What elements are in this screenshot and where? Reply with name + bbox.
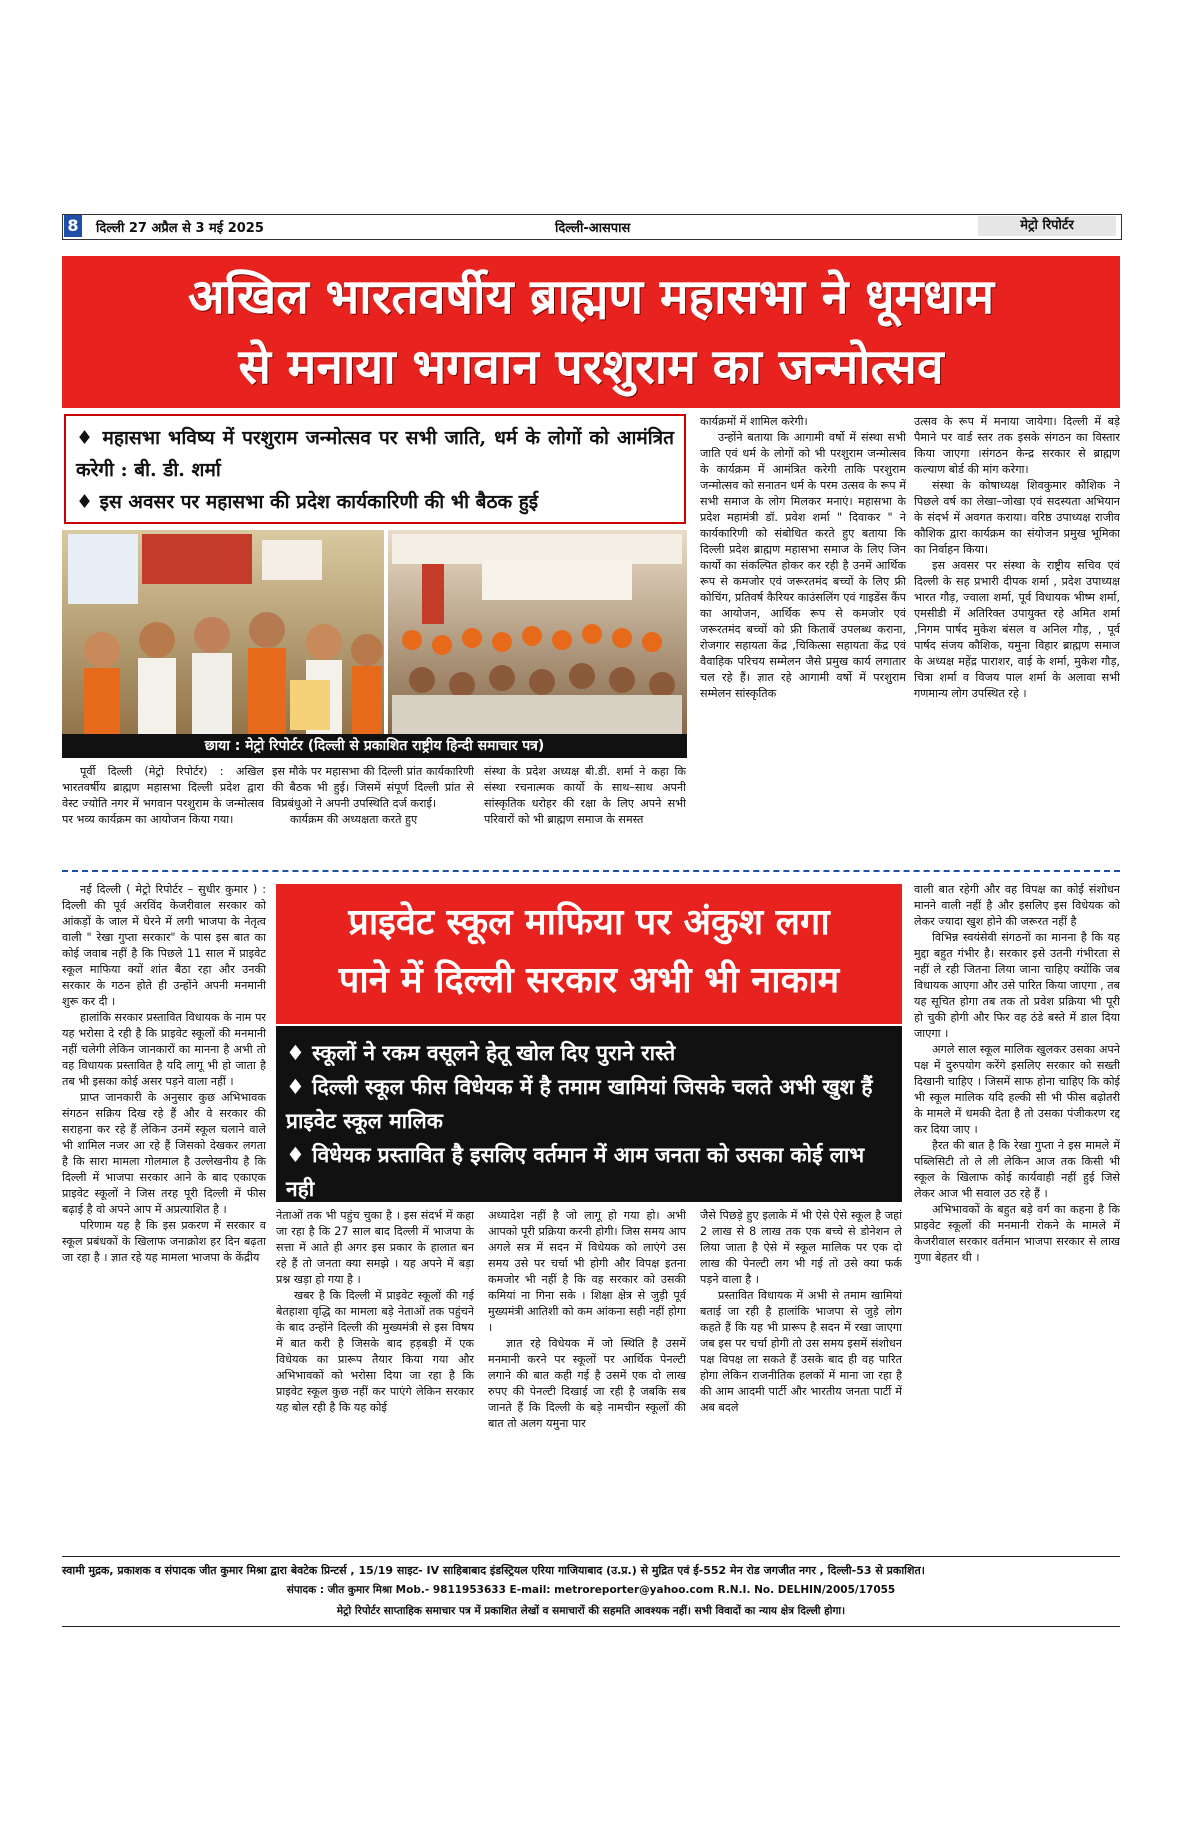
event-photo-image [62, 530, 687, 758]
story1-paragraph: संस्था के प्रदेश अध्यक्ष बी.डी. शर्मा ने कहा कि संस्था रचनात्मक कार्यो के साथ–साथ अपनी सांस्कृतिक धरोहर की रक्षा के लिए अपने सभी परिवारों को भी ब्राह्मण समाज के समस्त [484, 765, 686, 826]
story1-subheadings [64, 414, 686, 524]
story1-paragraph: उन्होंने बताया कि आगामी वर्षो में संस्था सभी जाति एवं धर्म के लोगों को भी परशुराम जन्मोत्सव के कार्यक्रम में आमंत्रित करेगी ताकि परशुराम जन्मोत्सव को सनातन धर्म के परम उत्सव के रूप में सभी समाज के लोग मिलकर मनाएं। महासभा के प्रदेश महामंत्री डॉ. प्रवेश शर्मा " दिवाकर " ने कार्यकारिणी को संबोधित करते हुए बताया कि दिल्ली प्रदेश ब्राह्मण महासभा समाज के लिए जिन कार्यो का संकल्पित होकर कर रही है उनमें आर्थिक रूप से कमजोर एवं जरूरतमंद बच्चों के लिए फ्री कोचिंग, प्रतिवर्ष कैरियर काउंसलिंग एवं गाइडेंस कैंप का आयोजन, आर्थिक रूप से कमजोर एवं जरूरतमंद बच्चों को फ्री किताबें उपलब्ध कराना, रोजगार सहायता केंद्र ,चिकित्सा सहायता केंद्र एवं वैवाहिक परिचय सम्मेलन जैसे प्रमुख कार्य लगातार चल रहे हैं। ज्ञात रहे आगामी वर्षो में परशुराम सम्मेलन सांस्कृतिक [700, 431, 906, 700]
story2-column-2 [276, 1208, 474, 1550]
story1-headline-line1: अखिल भारतवर्षीय ब्राह्मण महासभा ने धूमधाम [187, 269, 995, 325]
story1-paragraph: उत्सव के रूप में मनाया जायेगा। दिल्ली में बड़े पैमाने पर वार्ड स्तर तक इसके संगठन का विस्तार किया जाएगा ।संगठन केन्द्र सरकार से ब्राह्मण कल्याण बोर्ड की मांग करेगा। [914, 415, 1120, 476]
story1-subheading-1: ♦ महासभा भविष्य में परशुराम जन्मोत्सव पर सभी जाति, धर्म के लोगों को आमंत्रित करेगी : बी. डी. शर्मा [76, 427, 674, 481]
story2-highlight-3: ♦ विधेयक प्रस्तावित है इसलिए वर्तमान में आम जनता को उसका कोई लाभ नही [286, 1142, 865, 1201]
story2-column-1 [62, 882, 266, 1550]
story1-column-3 [484, 764, 686, 868]
story2-highlight-2: ♦ दिल्ली स्कूल फीस विधेयक में है तमाम खामियां जिसके चलते अभी खुश हैं प्राइवेट स्कूल मालिक [286, 1074, 873, 1133]
story1-headline [62, 256, 1120, 408]
story2-headline-line1: प्राइवेट स्कूल माफिया पर अंकुश लगा [348, 902, 830, 943]
section-name: दिल्ली-आसपास [555, 221, 631, 236]
story1-paragraph: पूर्वी दिल्ली (मेट्रो रिपोर्टर) : अखिल भारतवर्षीय ब्राह्मण महासभा दिल्ली प्रदेश द्वारा वेस्ट ज्योति नगर में भगवान परशुराम के जन्मोत्सव पर भव्य कार्यक्रम का आयोजन किया गया। [62, 765, 264, 826]
story2-paragraph: विभिन्न स्वयंसेवी संगठनों का मानना है कि यह मुद्दा बहुत गंभीर है। सरकार इसे उतनी गंभीरता से नहीं ले रही जितना लिया जाना चाहिए क्योंकि जब विधायक आएगा और उसे पारित किया जाएगा , तब यह सूचित होगा तब तक तो प्रवेश प्रक्रिया भी पूरी हो चुकी होगी और फिर वह ठंडे बस्ते में डाल दिया जाएगा । [914, 931, 1120, 1040]
disclaimer-line: मेट्रो रिपोर्टर साप्ताहिक समाचार पत्र में प्रकाशित लेखों व समाचारों की सहमति आवश्यक नहीं। सभी विवादों का न्याय क्षेत्र दिल्ली होगा। [336, 1605, 846, 1617]
story2-column-3 [488, 1208, 686, 1550]
photo-caption: छाया : मेट्रो रिपोर्टर (दिल्ली से प्रकाशित राष्ट्रीय हिन्दी समाचार पत्र) [62, 734, 687, 758]
story1-paragraph: इस मौके पर महासभा की दिल्ली प्रांत कार्यकारिणी की बैठक भी हुई। जिसमें संपूर्ण दिल्ली प्रांत से विप्रबंधुओ ने अपनी उपस्थिति दर्ज कराई। [272, 765, 474, 810]
story1-paragraph: इस अवसर पर संस्था के राष्ट्रीय सचिव एवं दिल्ली के सह प्रभारी दीपक शर्मा , प्रदेश उपाध्यक्ष भारत गौड़, ज्वाला शर्मा, पूर्व विधायक भीष्म शर्मा, एमसीडी में अतिरिक्त उपायुक्त रहे अमित शर्मा ,निगम पार्षद मुकेश बंसल व अनिल गौड़, , पूर्व पार्षद संजय कौशिक, यमुना विहार ब्राह्मण समाज के अध्यक्ष महेंद्र पाराशर, वाई के शर्मा, मुकेश गौड़, चित्रा शर्मा व विजय पाल शर्मा के अलावा सभी गणमान्य लोग उपस्थित रहे । [914, 559, 1120, 700]
story1-column-1 [62, 764, 264, 868]
story1-headline-line2: से मनाया भगवान परशुराम का जन्मोत्सव [238, 339, 944, 395]
story2-paragraph: खबर है कि दिल्ली में प्राइवेट स्कूलों की गई बेतहाशा वृद्धि का मामला बड़े नेताओं तक पहुंचने के बाद उन्होंने दिल्ली की मुख्यमंत्री से इस विषय में बात करी है जिसके बाद हड़बड़ी में एक विधेयक का प्रारूप तैयार किया गया और अभिभावकों को भरोसा दिया जा रहा है कि प्राइवेट स्कूल कुछ नहीं कर पाएंगे लेकिन सरकार यह बोल रही है कि यह कोई [276, 1289, 474, 1414]
story2-paragraph: अध्यादेश नहीं है जो लागू हो गया हो। अभी आपको पूरी प्रक्रिया करनी होगी। जिस समय आप अगले सत्र में सदन में विधेयक को लाएंगे उस समय उसे पर चर्चा भी होगी और विपक्ष इतना कमजोर भी नहीं है कि वह सरकार को उसकी कमियां ना गिना सके । शिक्षा क्षेत्र से जुड़ी पूर्व मुख्यमंत्री आतिशी को कम आंकना सही नहीं होगा । [488, 1209, 686, 1334]
story1-column-5 [914, 414, 1120, 868]
footer-rule-bottom [62, 1626, 1120, 1627]
story2-highlights [276, 1026, 902, 1202]
event-photo [62, 530, 687, 758]
story2-paragraph: नेताओं तक भी पहुंच चुका है । इस संदर्भ में कहा जा रहा है कि 27 साल बाद दिल्ली में भाजपा के सत्ता में आते ही अगर इस प्रकार के हालात बन रहे हैं तो जनता क्या समझे । यह अपने में बड़ा प्रश्न खड़ा हो गया है । [276, 1209, 474, 1286]
publication-name: मेट्रो रिपोर्टर [978, 216, 1116, 236]
story1-paragraph: संस्था के कोषाध्यक्ष शिवकुमार कौशिक ने पिछले वर्ष का लेखा–जोखा एवं सदस्यता अभियान के संदर्भ में अवगत कराया। वरिष्ठ उपाध्यक्ष राजीव कौशिक द्वारा कार्यक्रम का संयोजन प्रमुख भूमिका का निर्वाहन किया। [914, 479, 1120, 556]
story2-highlight-1: ♦ स्कूलों ने रकम वसूलने हेतू खोल दिए पुराने रास्ते [286, 1040, 676, 1065]
story2-paragraph: नई दिल्ली ( मेट्रो रिपोर्टर – सुधीर कुमार ) : दिल्ली की पूर्व अरविंद केजरीवाल सरकार को आंकड़ों के जाल में घेरने में लगी भाजपा के नेतृत्व वाली " रेखा गुप्ता सरकार" के पास इस बात का कोई जवाब नहीं है कि पिछले 11 साल में प्राइवेट स्कूल माफिया क्यों शांत बैठा रहा और उनकी सरकार के गठन होते ही उन्होंने अपनी मनमानी शुरू कर दी । [62, 883, 266, 1008]
imprint-line: स्वामी मुद्रक, प्रकाशक व संपादक जीत कुमार मिश्रा द्वारा बेवटेक प्रिन्टर्स , 15/19 साइट- IV साहिबाबाद इंडस्ट्रियल एरिया गाजियाबाद (उ.प्र.) से मुद्रित एवं ई-552 मेन रोड जगजीत नगर , दिल्ली-53 से प्रकाशित। [62, 1564, 925, 1577]
story1-column-4 [700, 414, 906, 868]
story2-paragraph: हैरत की बात है कि रेखा गुप्ता ने इस मामले में पब्लिसिटी तो ले ली लेकिन आज तक किसी भी स्कूल के खिलाफ कोई कार्यवाही नहीं हुई जिसे लेकर आज भी सवाल उठ रहे हैं । [914, 1139, 1120, 1200]
issue-date: दिल्ली 27 अप्रैल से 3 मई 2025 [96, 221, 264, 236]
story2-paragraph: प्राप्त जानकारी के अनुसार कुछ अभिभावक संगठन सक्रिय दिख रहे हैं और वे सरकार की सराहना कर रहे हैं लेकिन उनमें स्कूल चलाने वाले भी शामिल नजर आ रहे हैं जिसको देखकर लगता है कि सारा मामला गोलमाल है उल्लेखनीय है कि दिल्ली में भाजपा सरकार आने के बाद एकाएक प्राइवेट स्कूलों ने जिस तरह पूरी दिल्ली में फीस बढ़ाई है वो अपने आप में अप्रत्याशित है । [62, 1091, 266, 1216]
footer-rule-top [62, 1556, 1120, 1557]
story1-paragraph: कार्यक्रम की अध्यक्षता करते हुए [290, 813, 418, 826]
story2-paragraph: वाली बात रहेगी और वह विपक्ष का कोई संशोधन मानने वाली नहीं है और इसलिए इस विधेयक को लेकर ज्यादा खुश होने की जरूरत नहीं है [914, 883, 1120, 928]
story2-column-4 [700, 1208, 902, 1550]
story2-paragraph: अभिभावकों के बहुत बड़े वर्ग का कहना है कि प्राइवेट स्कूलों की मनमानी रोकने के मामले में केजरीवाल सरकार वर्तमान भाजपा सरकार से लाख गुणा बेहतर थी । [914, 1203, 1120, 1264]
story2-paragraph: ज्ञात रहे विधेयक में जो स्थिति है उसमें मनमानी करने पर स्कूलों पर आर्थिक पेनल्टी लगाने की बात कही गई है उसमें एक दो लाख रुपए की पेनल्टी दिखाई जा रही है जबकि सब जानते हैं कि दिल्ली के बड़े नामचीन स्कूलों की बात तो अलग यमुना पार [488, 1337, 686, 1430]
page-number: 8 [64, 215, 82, 237]
section-divider [62, 870, 1120, 872]
editor-contact-line: संपादक : जीत कुमार मिश्रा Mob.- 9811953633 E-mail: metroreporter@yahoo.com R.N.I. No. DELHIN/2005/17055 [286, 1584, 896, 1596]
story2-column-5 [914, 882, 1120, 1550]
story2-paragraph: परिणाम यह है कि इस प्रकरण में सरकार व स्कूल प्रबंधकों के खिलाफ जनाक्रोश हर दिन बढ़ता जा रहा है । ज्ञात रहे यह मामला भाजपा के केंद्रीय [62, 1219, 266, 1264]
story1-column-2 [272, 764, 474, 868]
story1-subheading-2: ♦ इस अवसर पर महासभा की प्रदेश कार्यकारिणी की भी बैठक हुई [76, 491, 539, 513]
story2-paragraph: प्रस्तावित विधायक में अभी से तमाम खामियां बताई जा रही है हालांकि भाजपा से जुड़े लोग कहते हैं कि यह भी प्रारूप है सदन में रखा जाएगा जब इस पर चर्चा होगी तो उस समय इसमें संशोधन पक्ष विपक्ष ला सकते हैं उसके बाद ही वह पारित होगा लेकिन राजनीतिक हलकों में माना जा रहा है की आम आदमी पार्टी और भारतीय जनता पार्टी में अब बदले [700, 1289, 902, 1414]
story1-paragraph: कार्यक्रमों में शामिल करेगी। [700, 415, 808, 428]
story2-paragraph: जैसे पिछड़े हुए इलाके में भी ऐसे ऐसे स्कूल है जहां 2 लाख से 8 लाख तक एक बच्चे से डोनेशन ले लिया जाता है ऐसे में स्कूल मालिक पर एक दो लाख की पेनल्टी लग भी गई तो उसे क्या फर्क पड़ने वाला है । [700, 1209, 902, 1286]
story2-paragraph: अगले साल स्कूल मालिक खुलकर उसका अपने पक्ष में दुरुपयोग करेंगे इसलिए सरकार को सख्ती दिखानी चाहिए । जिसमें साफ होना चाहिए कि कोई भी स्कूल मालिक यदि हल्की सी भी फीस बढ़ोतरी के मामले में धमकी देता है तो उसका पंजीकरण रद्द कर दिया जाए । [914, 1043, 1120, 1136]
story2-headline-line2: पाने में दिल्ली सरकार अभी भी नाकाम [338, 960, 840, 1001]
story2-headline [276, 884, 902, 1024]
story2-paragraph: हालांकि सरकार प्रस्तावित विधायक के नाम पर यह भरोसा दे रही है कि प्राइवेट स्कूलों की मनमानी नहीं चलेगी लेकिन जानकारों का मानना है अभी तो वह विधायक प्रस्तावित है यदि लागू भी हो जाता है तब भी इसका कोई असर पड़ने वाला नहीं । [62, 1011, 266, 1088]
